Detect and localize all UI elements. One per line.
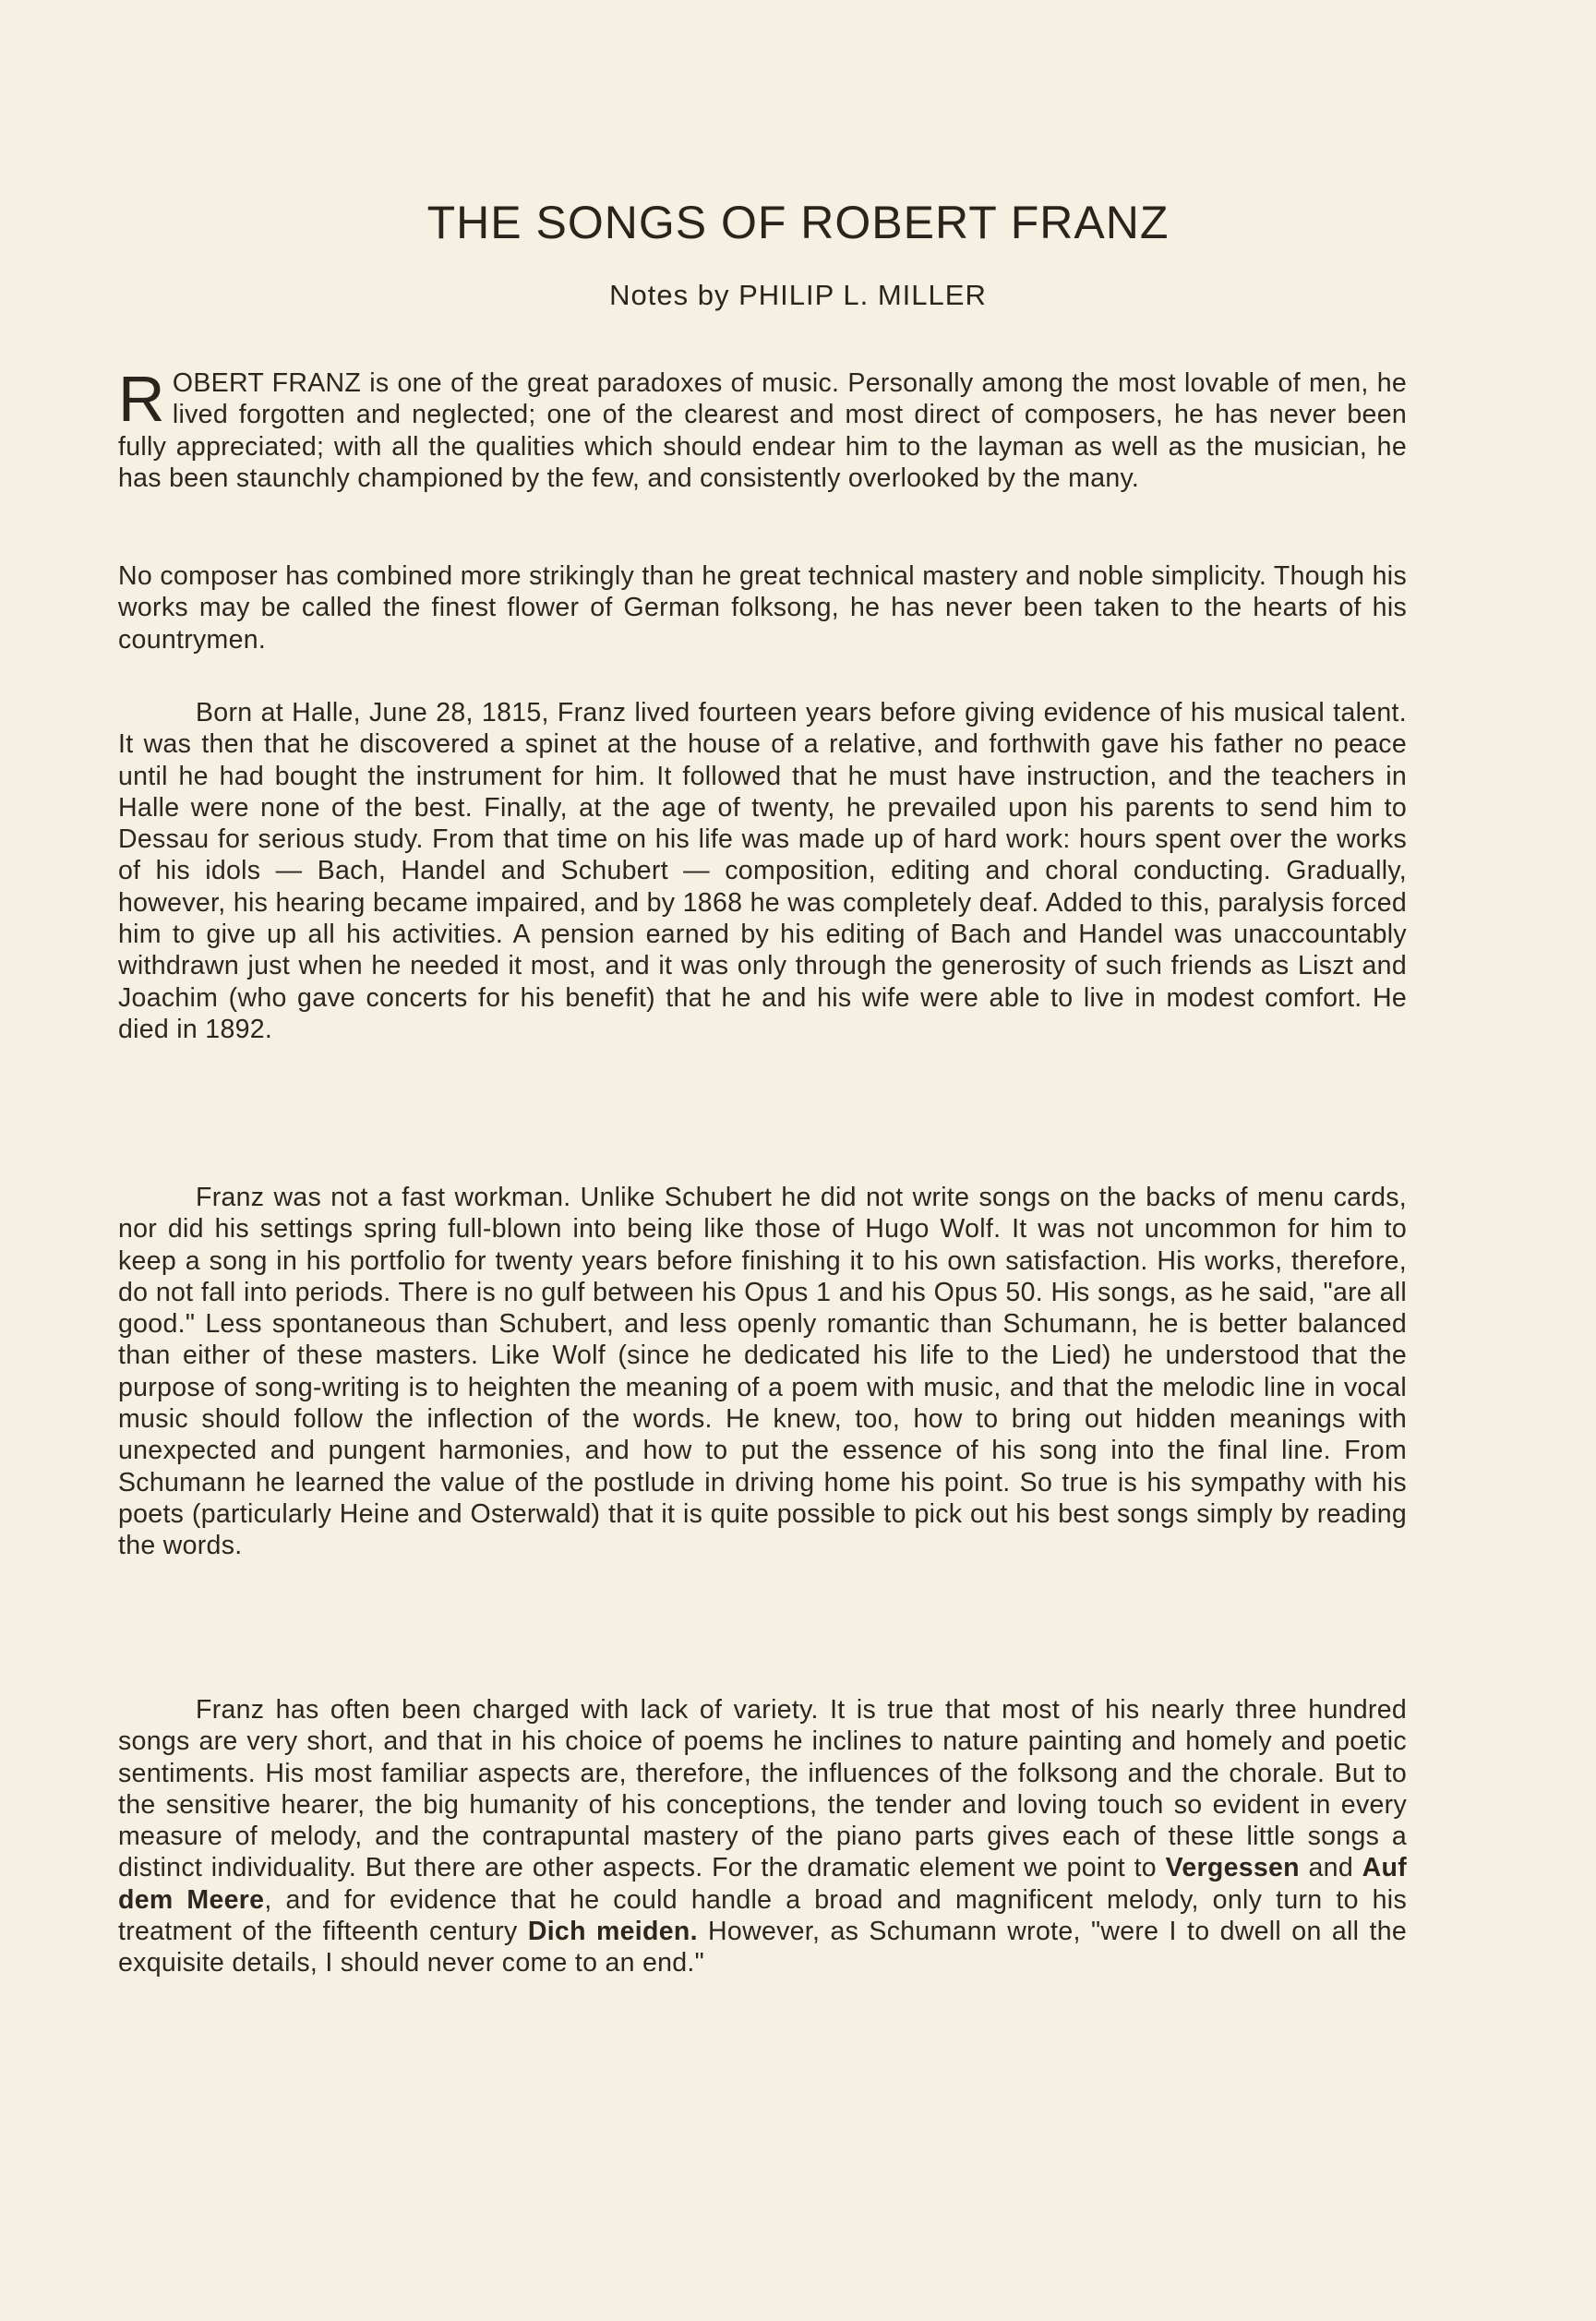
- song-title-auf-dem-meere: Auf dem Meere: [118, 1853, 1407, 1915]
- song-title-dich-meiden: Dich meiden.: [527, 1917, 698, 1947]
- paragraph-4-text: Franz was not a fast workman. Unlike Schubert he did not write songs on the backs of menu cards, nor did his settings spring full-blown into being like those of Hugo Wolf. It was not uncommon for him to keep a song in his portfolio for twenty years before finishing it to his own satisfaction. His works, therefore, do not fall into periods. There is no gulf between his Opus 1 and his Opus 50. His songs, as he said, "are all good." Less spontaneous than Schubert, and less openly romantic than Schumann, he is better balanced than either of these masters. Like Wolf (since he dedicated his life to the Lied) he understood that the purpose of song-writing is to heighten the meaning of a poem with music, and that the melodic line in vocal music should follow the inflection of the words. He knew, too, how to bring out hidden meanings with unexpected and pungent harmonies, and how to put the essence of his song into the final line. From Schumann he learned the value of the postlude in driving home his point. So true is his sympathy with his poets (particularly Heine and Osterwald) that it is quite possible to pick out his best songs simply by reading the words.: [118, 1183, 1407, 1561]
- drop-cap: R: [118, 363, 165, 435]
- paragraph-3-text: Born at Halle, June 28, 1815, Franz lived fourteen years before giving evidence of his musical talent. It was then that he discovered a spinet at the house of a relative, and forthwith gave his father no peace until he had bought the instrument for him. It followed that he must have instruction, and the teachers in Halle were none of the best. Finally, at the age of twenty, he prevailed upon his parents to send him to Dessau for serious study. From that time on his life was made up of hard work: hours spent over the works of his idols — Bach, Handel and Schubert — composition, editing and choral conducting. Gradually, however, his hearing became impaired, and by 1868 he was completely deaf. Added to this, paralysis forced him to give up all his activities. A pension earned by his editing of Bach and Handel was unaccountably withdrawn just when he needed it most, and it was only through the generosity of such friends as Liszt and Joachim (who gave concerts for his benefit) that he and his wife were able to live in modest comfort. He died in 1892.: [118, 698, 1407, 1044]
- paragraph-5: [118, 1694, 1407, 1979]
- paragraph-3: [118, 697, 1407, 1045]
- paragraph-5-part-e: However, as Schumann wrote, "were I to dwell on all the exquisite details, I should never come to an end.": [118, 1917, 1407, 1978]
- paragraph-4: [118, 1182, 1407, 1562]
- page-title: THE SONGS OF ROBERT FRANZ: [426, 197, 1170, 248]
- paragraph-5-text: [118, 1694, 1407, 1979]
- paragraph-1: [118, 363, 1407, 494]
- paragraph-2: [118, 560, 1407, 655]
- paragraph-5-part-a: Franz has often been charged with lack of variety. It is true that most of his nearly three hundred songs are very short, and that in his choice of poems he inclines to nature painting and homely and poetic sentiments. His most familiar aspects are, therefore, the influences of the folksong and the chorale. But to the sensitive hearer, the big humanity of his conceptions, the tender and loving touch so evident in every measure of melody, and the contrapuntal mastery of the piano parts gives each of these little songs a distinct individuality. But there are other aspects. For the dramatic element we point to: [118, 1695, 1407, 1883]
- paragraph-1-text: OBERT FRANZ is one of the great paradoxes of music. Personally among the most lovable of men, he lived forgotten and neglected; one of the clearest and most direct of composers, he has never been fully appreciated; with all the qualities which should endear him to the layman as well as the musician, he has been staunchly championed by the few, and consistently overlooked by the many.: [118, 368, 1407, 493]
- paragraph-5-part-c: and: [1299, 1853, 1362, 1883]
- paragraph-2-text: No composer has combined more strikingly than he great technical mastery and noble simplicity. Though his works may be called the finest flower of German folksong, he has never been taken to the hearts of his countrymen.: [118, 561, 1407, 655]
- byline: Notes by PHILIP L. MILLER: [609, 279, 987, 311]
- paragraph-5-part-d: , and for evidence that he could handle a broad and magnificent melody, only turn to his treatment of the fifteenth century: [118, 1884, 1407, 1947]
- song-title-vergessen: Vergessen: [1165, 1853, 1300, 1883]
